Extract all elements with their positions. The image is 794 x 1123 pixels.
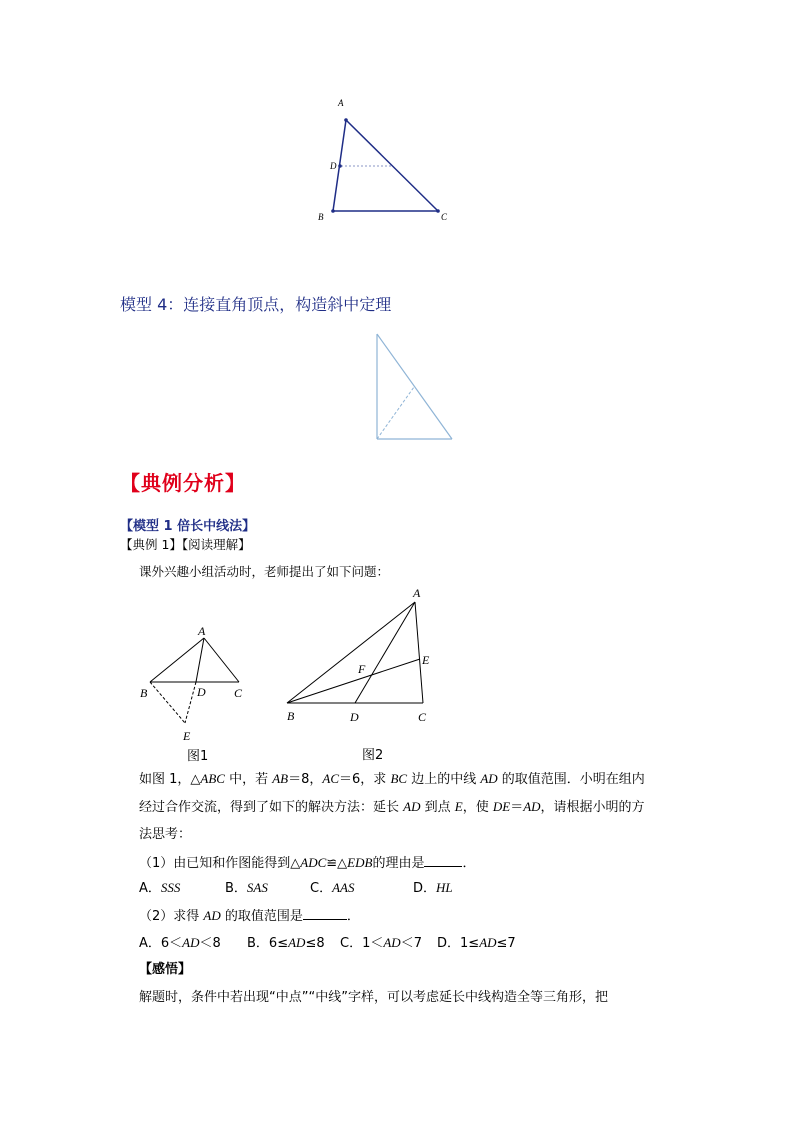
analysis-heading: 【典例分析】 xyxy=(120,471,246,495)
fig1-caption: 图1 xyxy=(187,749,209,764)
q2-option-b[interactable]: B．6≤AD≤8 xyxy=(247,935,325,951)
question-1: （1）由已知和作图能得到△ADC≌△EDB的理由是 ． xyxy=(139,855,476,871)
label-a: A xyxy=(338,98,344,108)
q2-option-d[interactable]: D．1≤AD≤7 xyxy=(437,935,516,951)
figure-right-triangle xyxy=(370,330,460,445)
model4-heading: 模型 4：连接直角顶点，构造斜中定理 xyxy=(120,295,392,314)
insight-text: 解题时，条件中若出现“中点”“中线”字样，可以考虑延长中线构造全等三角形，把 xyxy=(139,990,608,1005)
fig1-label-e: E xyxy=(183,729,191,743)
example-label: 【典例 1】【阅读理解】 xyxy=(120,537,251,552)
fig1-label-c: C xyxy=(234,686,243,700)
q2-option-a[interactable]: A．6＜AD＜8 xyxy=(139,935,221,951)
figure-2 xyxy=(280,595,430,710)
fig2-label-d: D xyxy=(350,710,359,724)
figure-1 xyxy=(140,620,250,735)
fig2-label-f: F xyxy=(358,662,366,676)
fig2-label-b: B xyxy=(287,709,295,723)
model1-heading: 【模型 1 倍长中线法】 xyxy=(120,519,256,534)
figure-triangle-abc xyxy=(300,90,480,230)
label-d: D xyxy=(330,161,337,171)
label-c: C xyxy=(441,212,448,222)
q1-option-a[interactable]: A．SSS xyxy=(139,880,181,896)
fig2-label-e: E xyxy=(422,653,430,667)
fig2-label-a: A xyxy=(413,586,421,600)
answer-blank-2[interactable] xyxy=(303,909,347,920)
fig1-label-a: A xyxy=(198,624,206,638)
paragraph-3: 法思考： xyxy=(139,827,192,842)
insight-heading: 【感悟】 xyxy=(139,962,192,977)
paragraph-1: 如图 1，△ABC 中，若 AB＝8，AC＝6，求 BC 边上的中线 AD 的取值范围．小明在组内 xyxy=(139,771,645,787)
label-b: B xyxy=(318,212,324,222)
q1-option-c[interactable]: C．AAS xyxy=(310,880,355,896)
fig1-label-b: B xyxy=(140,686,148,700)
q1-option-d[interactable]: D．HL xyxy=(413,880,453,896)
paragraph-2: 经过合作交流，得到了如下的解决方法：延长 AD 到点 E，使 DE＝AD，请根据小明的方 xyxy=(139,799,645,815)
question-2: （2）求得 AD 的取值范围是 ． xyxy=(139,908,360,924)
fig1-label-d: D xyxy=(197,685,206,699)
intro-text: 课外兴趣小组活动时，老师提出了如下问题： xyxy=(139,564,390,579)
q1-option-b[interactable]: B．SAS xyxy=(225,880,268,896)
fig2-label-c: C xyxy=(418,710,427,724)
fig2-caption: 图2 xyxy=(362,748,384,763)
q2-option-c[interactable]: C．1＜AD＜7 xyxy=(340,935,422,951)
answer-blank-1[interactable] xyxy=(424,856,462,867)
